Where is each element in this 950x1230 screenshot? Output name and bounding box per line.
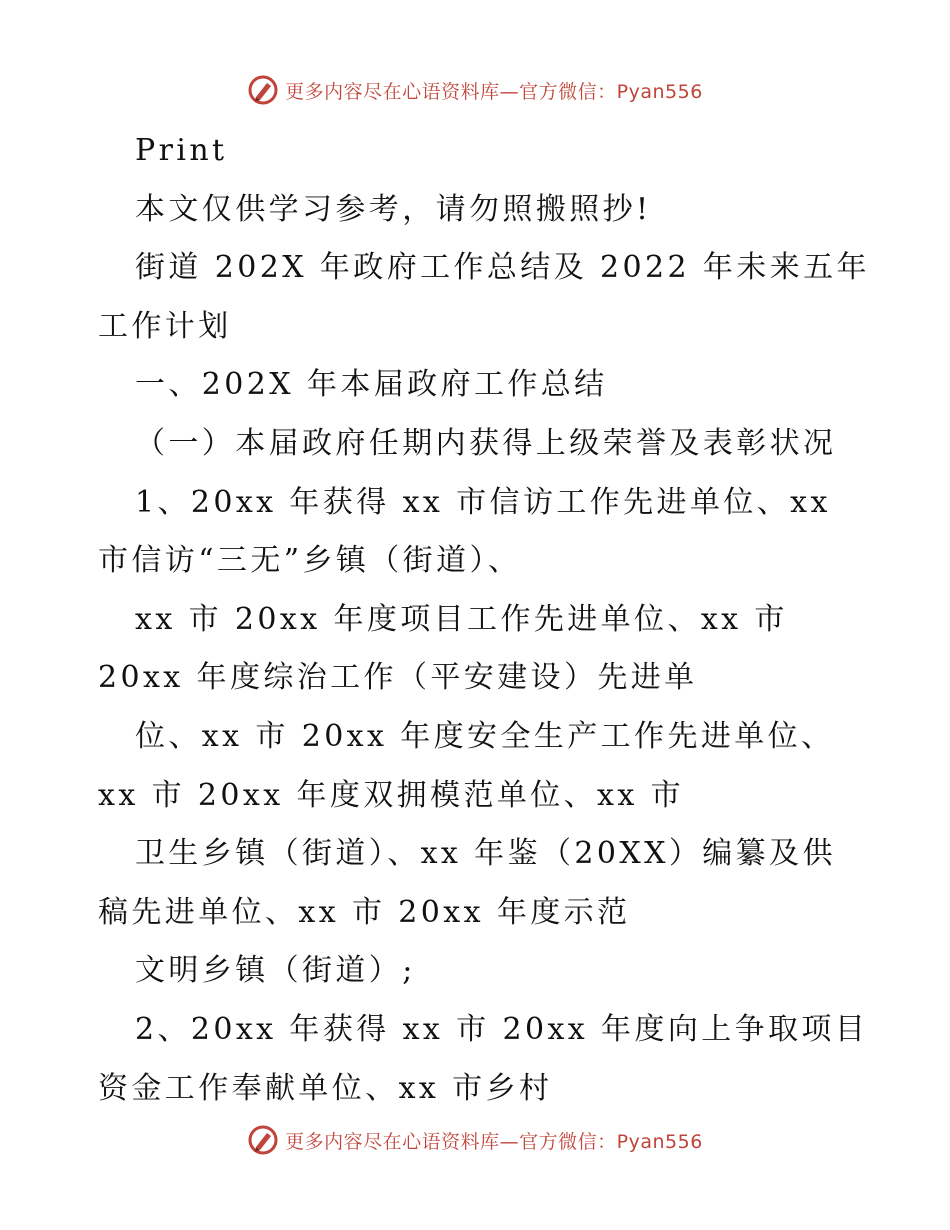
document-line: 市信访“三无”乡镇（街道）、 [98, 543, 522, 579]
footer-banner [0, 1120, 950, 1160]
document-line: 街道 202X 年政府工作总结及 2022 年未来五年 [135, 250, 870, 286]
document-line: 20xx 年度综治工作（平安建设）先进单 [98, 660, 698, 696]
header-banner [0, 70, 950, 110]
document-line: xx 市 20xx 年度项目工作先进单位、xx 市 [135, 601, 788, 637]
header-banner-text: 更多内容尽在心语资料库—官方微信：Pyan556 [285, 80, 703, 103]
pen-logo-icon [247, 1124, 279, 1156]
document-line: 一、202X 年本届政府工作总结 [135, 367, 608, 403]
pen-logo-icon [247, 74, 279, 106]
document-line: 文明乡镇（街道）; [135, 953, 416, 989]
footer-banner-text: 更多内容尽在心语资料库—官方微信：Pyan556 [285, 1130, 703, 1153]
document-line: 1、20xx 年获得 xx 市信访工作先进单位、xx [135, 484, 831, 520]
document-line: 2、20xx 年获得 xx 市 20xx 年度向上争取项目 [135, 1011, 869, 1047]
document-line: （一）本届政府任期内获得上级荣誉及表彰状况 [135, 425, 837, 461]
document-line: 工作计划 [98, 308, 232, 344]
document-line: 本文仅供学习参考，请勿照搬照抄! [135, 191, 652, 227]
document-line: 卫生乡镇（街道）、xx 年鉴（20XX）编纂及供 [135, 836, 836, 872]
document-line: 位、xx 市 20xx 年度安全生产工作先进单位、 [135, 718, 835, 754]
document-line: 资金工作奉献单位、xx 市乡村 [98, 1070, 553, 1106]
document-line: xx 市 20xx 年度双拥模范单位、xx 市 [98, 777, 685, 813]
document-line: 稿先进单位、xx 市 20xx 年度示范 [98, 894, 631, 930]
document-line: Print [135, 133, 228, 168]
document-body [98, 122, 870, 1118]
